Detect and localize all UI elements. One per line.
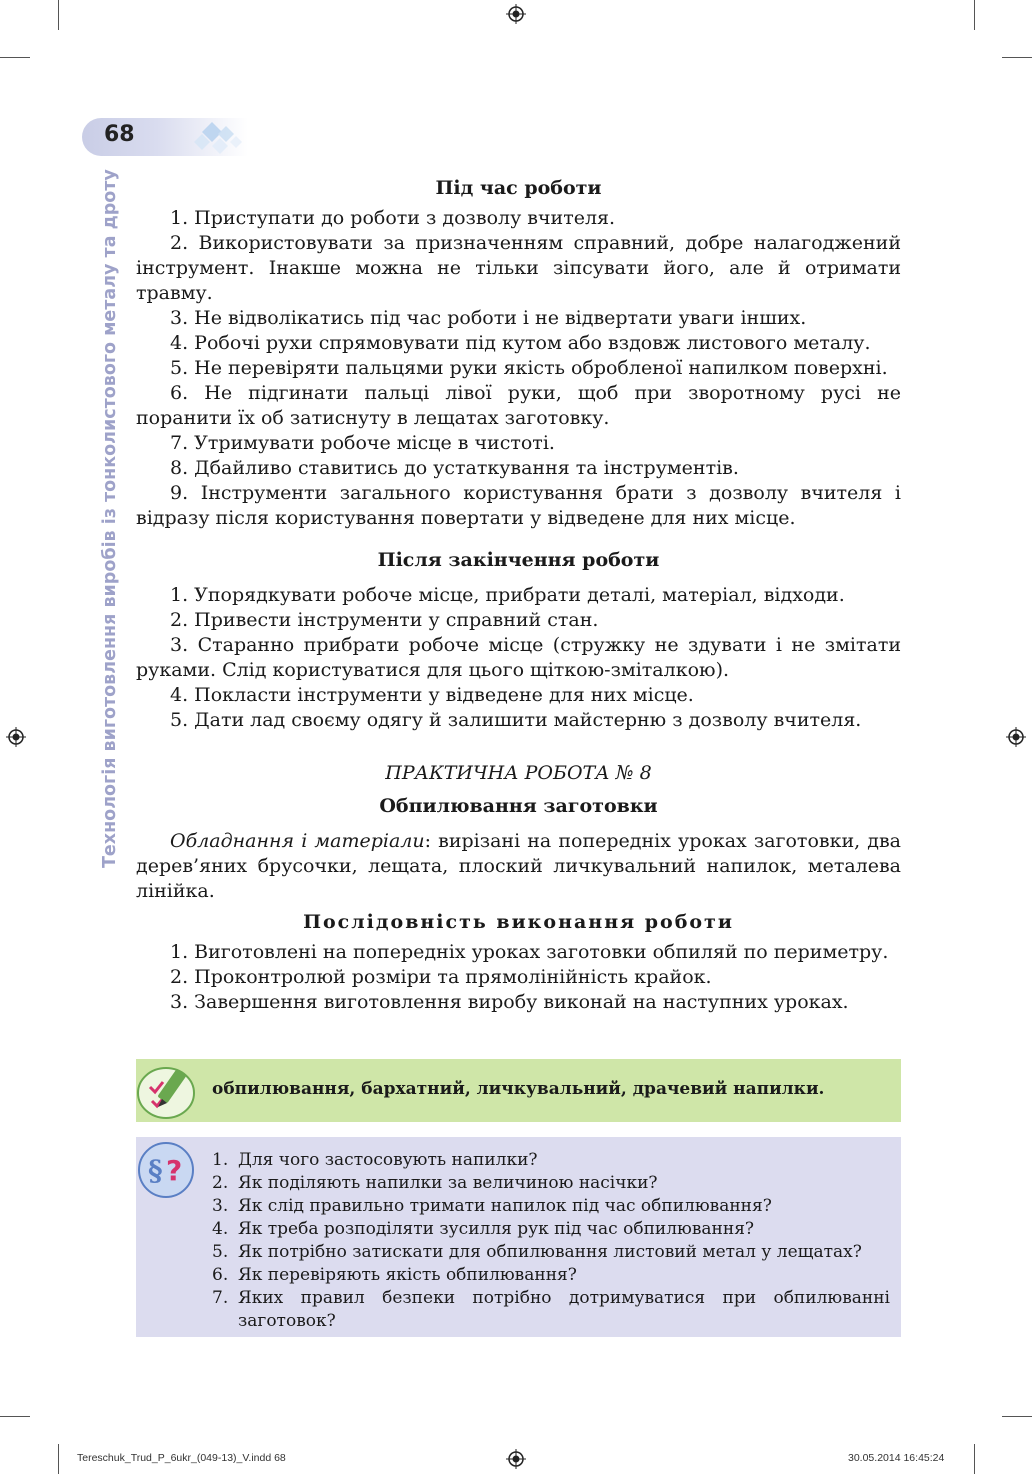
page-number: 68 bbox=[104, 122, 135, 147]
section-heading-during-work: Під час роботи bbox=[435, 177, 602, 199]
crop-mark bbox=[974, 0, 975, 30]
crop-mark bbox=[58, 0, 59, 30]
step-item: 3. Завершення виготовлення виробу виконай на наступних уроках. bbox=[170, 991, 849, 1013]
question-item: 4. Як треба розподіляти зусилля рук під час обпилювання? bbox=[212, 1219, 755, 1239]
question-section-icon bbox=[136, 1140, 196, 1200]
equipment-paragraph bbox=[136, 829, 901, 904]
main-content bbox=[136, 176, 901, 1015]
rule-item: 1. Приступати до роботи з дозволу вчителя. bbox=[170, 207, 616, 229]
crop-mark bbox=[0, 1416, 30, 1417]
section-heading-after-work: Після закінчення роботи bbox=[377, 549, 660, 571]
rule-item: 1. Упорядкувати робоче місце, прибрати деталі, матеріал, відходи. bbox=[170, 584, 845, 606]
rule-item: 5. Не перевіряти пальцями руки якість обробленої напилком поверхні. bbox=[170, 357, 888, 379]
practical-work-label: ПРАКТИЧНА РОБОТА № 8 bbox=[385, 762, 652, 784]
crop-mark bbox=[1002, 1416, 1032, 1417]
question-item: 3. Як слід правильно тримати напилок під час обпилювання? bbox=[212, 1196, 772, 1216]
crop-mark bbox=[0, 57, 30, 58]
diamond-pattern-icon bbox=[188, 118, 248, 156]
equipment-text: : вирізані на попередніх уроках заготовки, два дерев’яних брусочки, лещата, плоский личкувальний напилок, металева лінійка. bbox=[136, 830, 901, 902]
rule-item: 3. Не відволікатись під час роботи і не відвертати уваги інших. bbox=[170, 307, 807, 329]
side-title: Технологія виготовлення виробів із тонколистового металу та дроту bbox=[100, 169, 120, 868]
step-item: 1. Виготовлені на попередніх уроках заготовки обпиляй по периметру. bbox=[170, 941, 889, 963]
registration-mark-icon bbox=[1006, 727, 1026, 747]
practical-work-title: Обпилювання заготовки bbox=[379, 795, 658, 817]
registration-mark-icon bbox=[506, 1449, 526, 1469]
question-item: 7. Яких правил безпеки потрібно дотримуватися при обпилюванні заготовок? bbox=[212, 1288, 890, 1331]
pencil-checklist-icon bbox=[136, 1063, 200, 1119]
question-item: 1. Для чого застосовують напилки? bbox=[212, 1150, 538, 1170]
svg-text:?: ? bbox=[166, 1154, 183, 1187]
keywords-text: обпилювання, бархатний, личкувальний, драчевий напилки. bbox=[212, 1079, 825, 1099]
svg-text:§: § bbox=[148, 1154, 163, 1187]
questions-box bbox=[136, 1137, 901, 1337]
equipment-label: Обладнання і матеріали bbox=[170, 830, 425, 852]
question-item: 2. Як поділяють напилки за величиною насічки? bbox=[212, 1173, 658, 1193]
sequence-heading: Послідовність виконання роботи bbox=[303, 911, 734, 933]
crop-mark bbox=[974, 1444, 975, 1474]
footer-date: 30.05.2014 16:45:24 bbox=[848, 1452, 945, 1464]
rule-item: 3. Старанно прибрати робоче місце (стружку не здувати і не змітати руками. Слід користуватися для цього щіткою-зміталкою). bbox=[136, 634, 901, 681]
crop-mark bbox=[58, 1444, 59, 1474]
rule-item: 7. Утримувати робоче місце в чистоті. bbox=[170, 432, 555, 454]
rule-item: 6. Не підгинати пальці лівої руки, щоб при зворотному русі не поранити їх об затиснуту в лещатах заготовку. bbox=[136, 382, 901, 429]
footer-file-name: Tereschuk_Trud_P_6ukr_(049-13)_V.indd 68 bbox=[77, 1452, 286, 1464]
registration-mark-icon bbox=[6, 727, 26, 747]
keywords-box bbox=[136, 1059, 901, 1122]
question-item: 6. Як перевіряють якість обпилювання? bbox=[212, 1265, 577, 1285]
rule-item: 2. Привести інструменти у справний стан. bbox=[170, 609, 599, 631]
rule-item: 9. Інструменти загального користування брати з дозволу вчителя і відразу після користування повертати у відведене для них місце. bbox=[136, 482, 901, 529]
step-item: 2. Проконтролюй розміри та прямолінійність крайок. bbox=[170, 966, 712, 988]
rule-item: 4. Робочі рухи спрямовувати під кутом або вздовж листового металу. bbox=[170, 332, 871, 354]
rule-item: 4. Покласти інструменти у відведене для них місце. bbox=[170, 684, 694, 706]
rule-item: 8. Дбайливо ставитись до устаткування та інструментів. bbox=[170, 457, 739, 479]
crop-mark bbox=[1002, 57, 1032, 58]
question-item: 5. Як потрібно затискати для обпилювання листовий метал у лещатах? bbox=[212, 1242, 862, 1262]
rule-item: 5. Дати лад своєму одягу й залишити майстерню з дозволу вчителя. bbox=[170, 709, 862, 731]
registration-mark-icon bbox=[506, 4, 526, 24]
rule-item: 2. Використовувати за призначенням справний, добре налагоджений інструмент. Інакше можна не тільки зіпсувати його, але й отримати травму. bbox=[136, 232, 901, 304]
questions-list bbox=[212, 1149, 890, 1333]
